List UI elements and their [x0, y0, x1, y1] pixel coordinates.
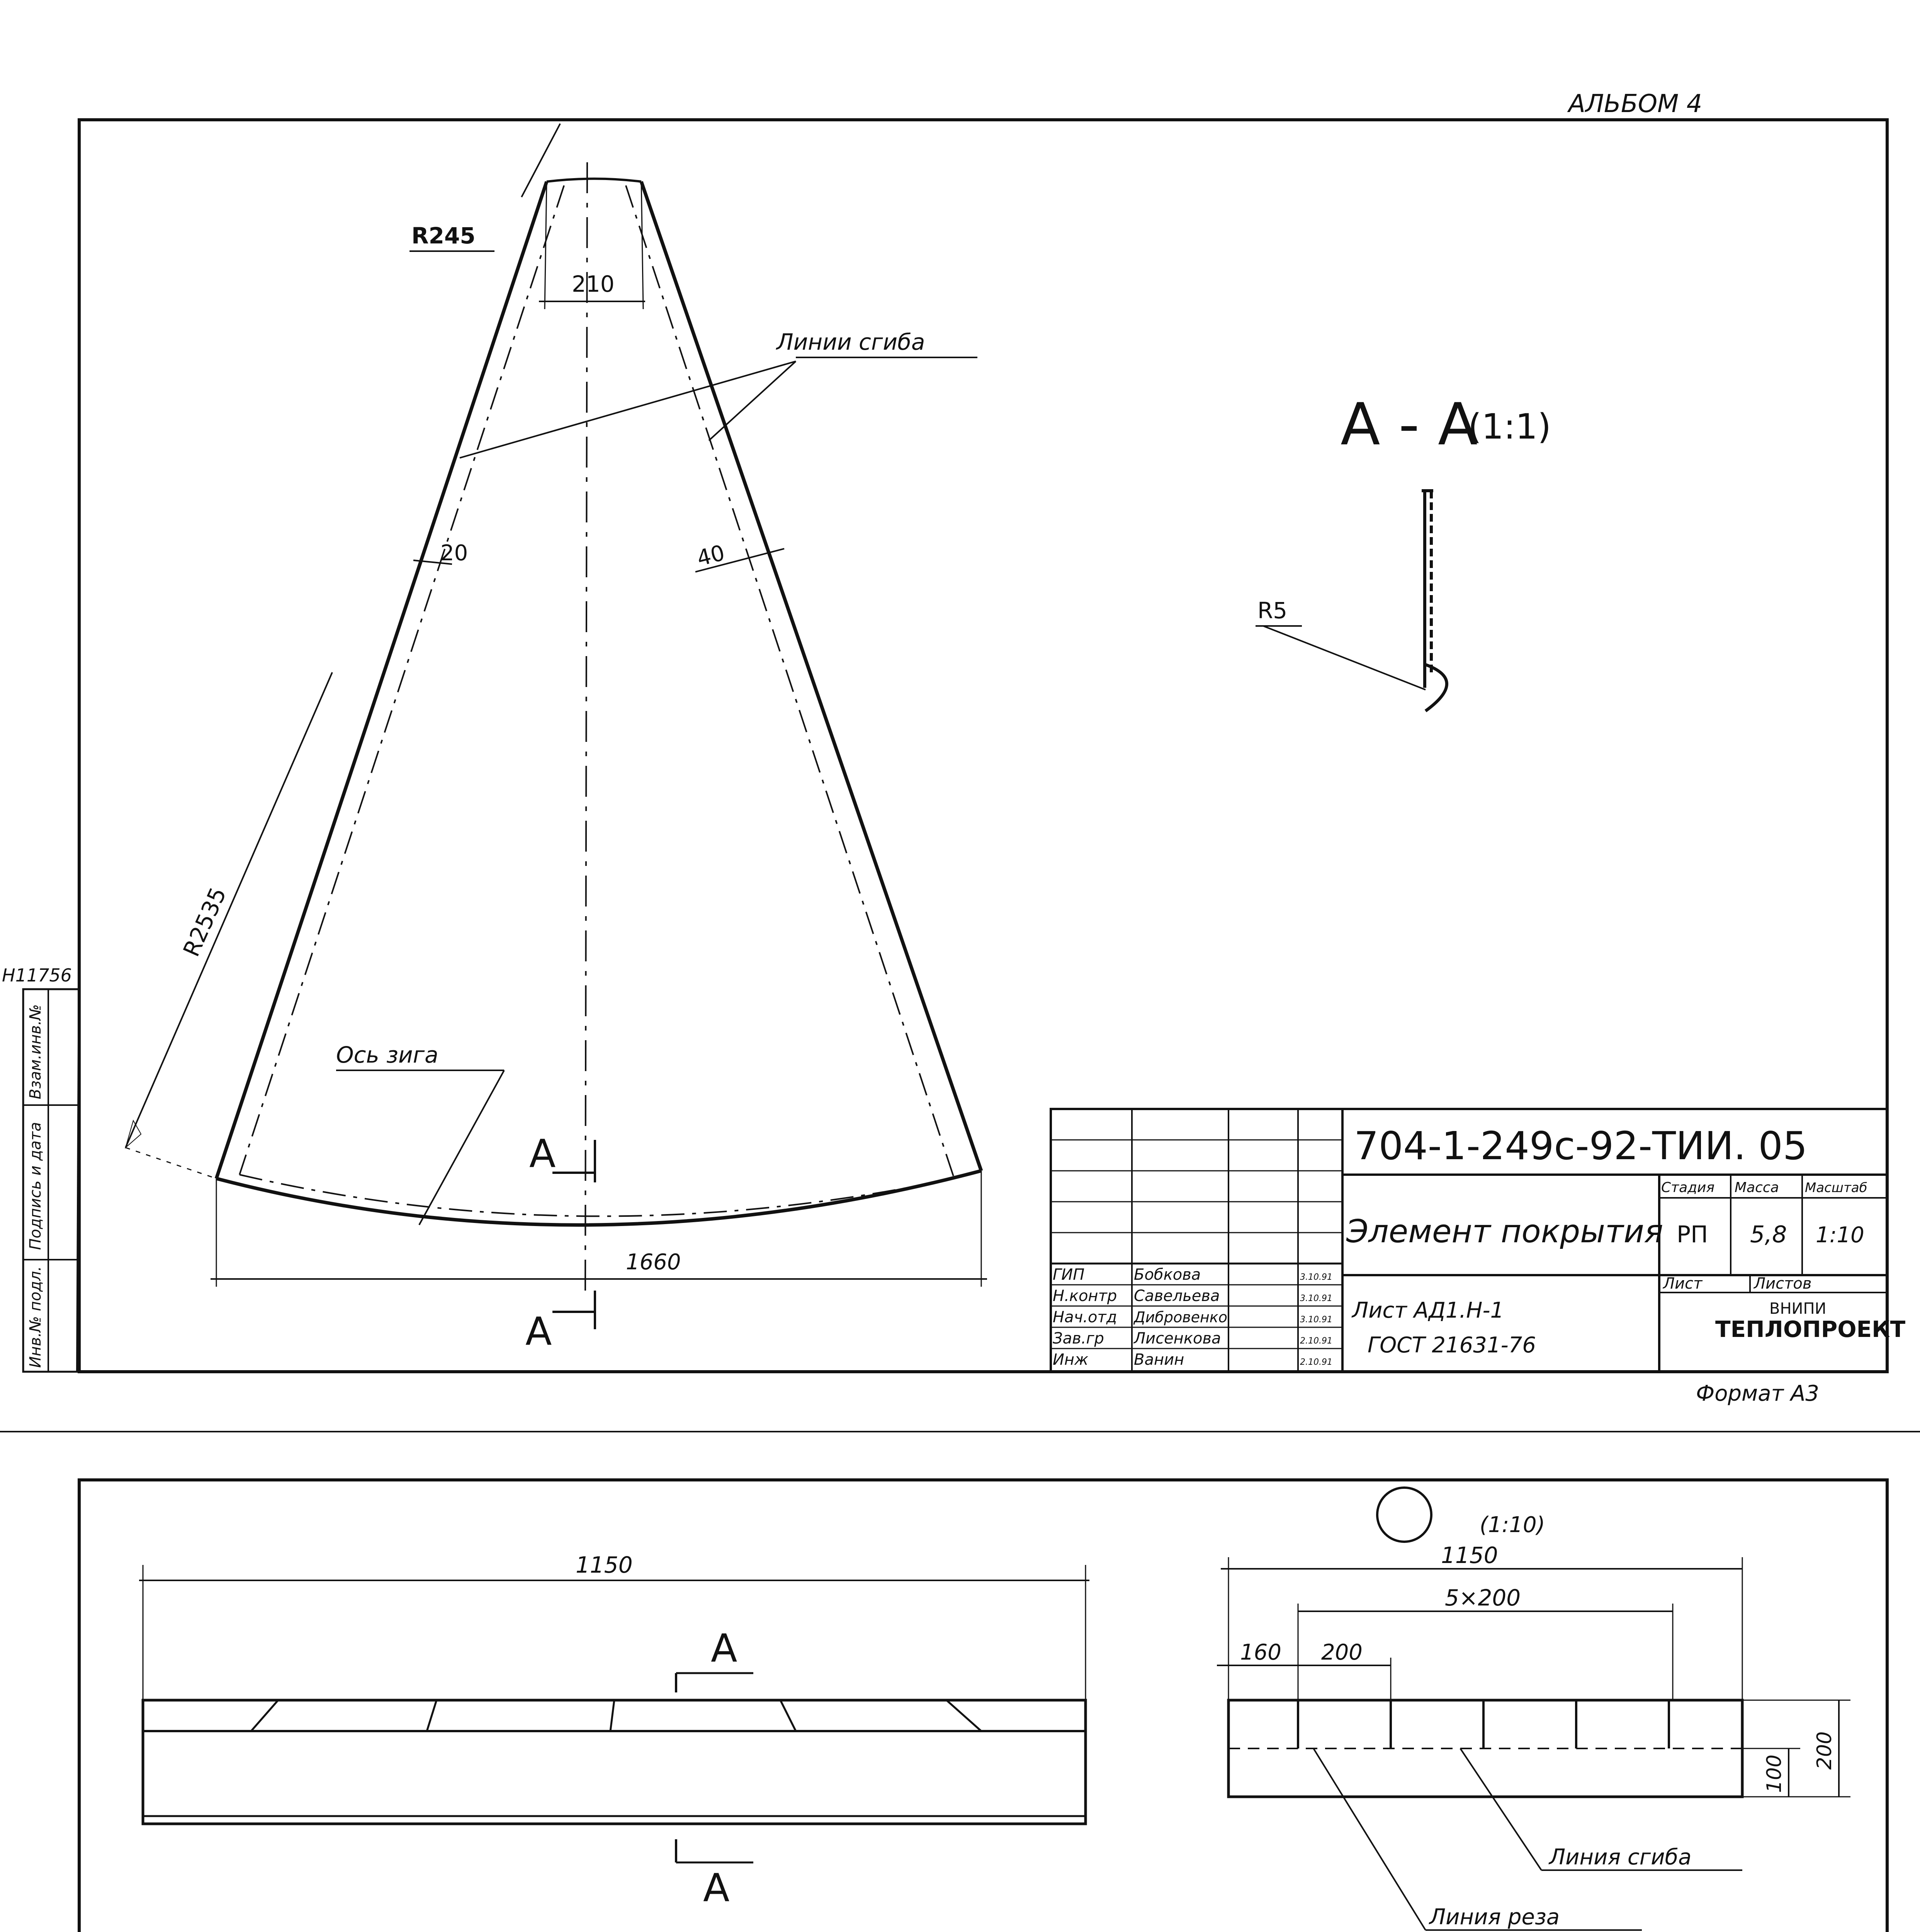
dim-40: 40: [694, 540, 727, 571]
tb-top-material-2: ГОСТ 21631-76: [1368, 1333, 1536, 1358]
r245-leader: [522, 124, 560, 197]
tb-top-code: 704-1-249с-92-ТИИ. 05: [1354, 1123, 1808, 1168]
r2535-ext: [126, 1148, 216, 1179]
top-sheet: [77, 90, 1906, 1406]
signer-name: Лисенкова: [1134, 1330, 1221, 1347]
inv-number-top: Н11756: [2, 965, 72, 986]
r5-leader: [1263, 626, 1426, 690]
bend-line-label: Линия сгиба: [1549, 1845, 1692, 1870]
dim-5x200: 5×200: [1445, 1585, 1521, 1611]
signer-name: Савельева: [1134, 1287, 1220, 1305]
tb-top-org-1: ВНИПИ: [1769, 1300, 1827, 1318]
dim-200v: 200: [1813, 1731, 1836, 1770]
strip-cell-signature: Подпись и дата: [27, 1122, 44, 1250]
tb-top-col-mass: Масса: [1735, 1180, 1779, 1196]
center-axis: [585, 162, 587, 1294]
signer-date: 3.10.91: [1300, 1294, 1332, 1303]
view-scale-label: (1:10): [1480, 1512, 1545, 1537]
top-sheet-frame: [79, 120, 1887, 1372]
signer-date: 2.10.91: [1300, 1336, 1332, 1346]
left-bend-line: [240, 185, 564, 1175]
strip-cell-inventory: Инв.№ подл.: [27, 1266, 44, 1368]
signer-role: Зав.гр: [1053, 1330, 1104, 1347]
signer-name: Ванин: [1134, 1351, 1184, 1369]
section-letter-bottom: А: [525, 1309, 552, 1354]
bottom-sheet: [79, 1480, 1914, 1932]
dim-r5-top: R5: [1257, 597, 1288, 624]
plan-section-letter-bottom: А: [703, 1865, 730, 1910]
dim-1150-plan: 1150: [576, 1552, 633, 1578]
tb-top-org-2: ТЕПЛОПРОЕКТ: [1715, 1316, 1906, 1342]
left-edge: [216, 182, 547, 1179]
fold-axis-label: Ось зига: [336, 1042, 438, 1068]
dim-1150-detail: 1150: [1441, 1542, 1498, 1568]
dim-r245: R245: [411, 223, 476, 249]
signer-date: 3.10.91: [1300, 1272, 1332, 1282]
section-letter-top: А: [529, 1131, 556, 1176]
fold-axis-line: [240, 1175, 954, 1216]
bend-lines-leader-left: [460, 361, 796, 458]
tb-top-material-1: Лист АД1.Н-1: [1352, 1298, 1504, 1323]
dim-100v: 100: [1763, 1754, 1786, 1793]
section-aa-title: А - А: [1341, 391, 1478, 458]
cut-line-label: Линия реза: [1429, 1905, 1560, 1930]
plan-outline: [143, 1700, 1086, 1824]
top-arc-r245: [547, 179, 641, 182]
profile-curl: [1426, 665, 1447, 711]
tb-top-scale: 1:10: [1816, 1223, 1864, 1248]
tb-top-signers: [1053, 1266, 1332, 1369]
plan-section-letter-top: А: [711, 1626, 737, 1671]
dim-r2535: R2535: [178, 883, 232, 961]
signer-name: Бобкова: [1134, 1266, 1201, 1284]
dim-200-h: 200: [1321, 1640, 1363, 1665]
signer-role: Нач.отд: [1053, 1308, 1117, 1326]
dim-160: 160: [1240, 1640, 1281, 1665]
tb-top-col-sheet: Лист: [1663, 1275, 1703, 1293]
title-block-top: [1051, 1109, 1906, 1372]
signer-date: 3.10.91: [1300, 1315, 1332, 1325]
bend-line-leader: [1460, 1748, 1541, 1870]
signer-date: 2.10.91: [1300, 1357, 1332, 1367]
section-aa-scale: (1:1): [1468, 406, 1551, 447]
dim-210: 210: [572, 271, 615, 297]
dim-1660: 1660: [626, 1250, 681, 1275]
dim-210-ext-right: [641, 182, 643, 309]
canopy-detail-view: [1217, 1488, 1850, 1930]
bend-lines-label: Линии сгиба: [776, 329, 925, 355]
detail-cut-lines: [1298, 1700, 1669, 1748]
signer-name: Дибровенко: [1134, 1309, 1228, 1326]
signer-role: ГИП: [1053, 1266, 1085, 1284]
format-label-top: Формат А3: [1696, 1381, 1819, 1406]
tb-top-col-sheets: Листов: [1754, 1275, 1812, 1293]
side-strip-top: [2, 965, 79, 1372]
section-aa-top: [1256, 391, 1551, 711]
canopy-plan-view: [139, 1552, 1089, 1910]
album-label: АЛЬБОМ 4: [1568, 90, 1703, 118]
tb-top-col-stage: Стадия: [1661, 1180, 1715, 1196]
signer-role: Н.контр: [1053, 1287, 1117, 1305]
strip-cell-replace: Взам.инв.№: [27, 1004, 44, 1099]
view-marker-circle: [1377, 1488, 1431, 1542]
fold-axis-leader: [419, 1070, 504, 1225]
tb-top-col-scale: Масштаб: [1805, 1180, 1867, 1196]
r2535-dim-line: [126, 672, 332, 1148]
tb-top-mass: 5,8: [1750, 1221, 1787, 1248]
fan-blank-drawing: [126, 124, 987, 1354]
cut-line-leader: [1313, 1748, 1426, 1930]
plan-cut-marks: [251, 1700, 981, 1731]
dim-20: 20: [440, 541, 468, 566]
tb-top-stage: РП: [1677, 1221, 1708, 1248]
tb-top-name: Элемент покрытия: [1346, 1213, 1663, 1250]
signer-role: Инж: [1053, 1351, 1089, 1369]
